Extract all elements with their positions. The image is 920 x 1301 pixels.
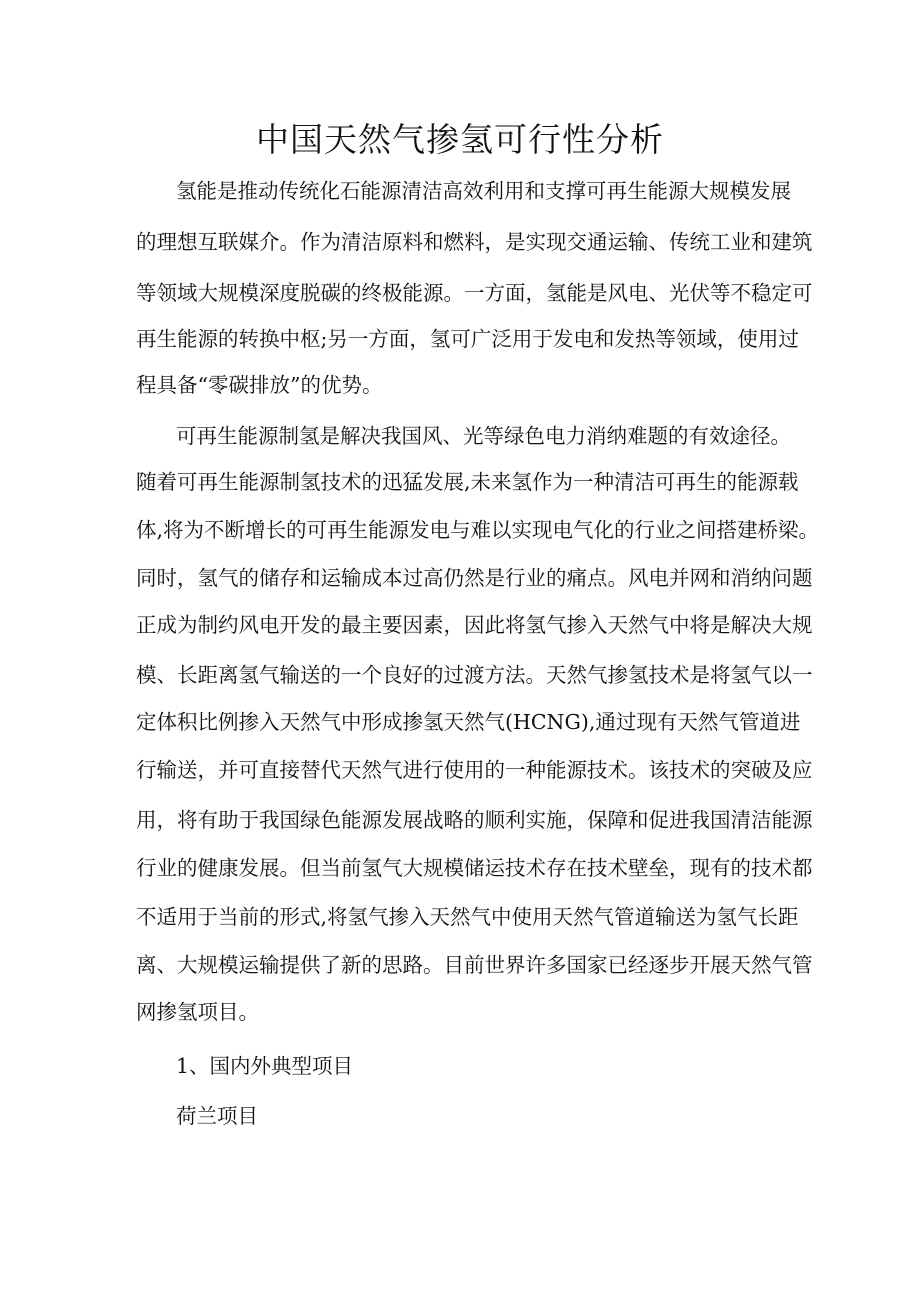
subsection-heading: 荷兰项目 [176,1104,258,1128]
paragraph-line: 程具备“零碳排放”的优势。 [136,373,383,397]
paragraph-line: 等领域大规模深度脱碳的终极能源。一方面，氢能是风电、光伏等不稳定可 [136,281,813,305]
paragraph-line: 用，将有助于我国绿色能源发展战略的顺利实施，保障和促进我国清洁能源 [136,808,813,832]
paragraph-line: 模、长距离氢气输送的一个良好的过渡方法。天然气掺氢技术是将氢气以一 [136,663,813,687]
paragraph-line: 行业的健康发展。但当前氢气大规模储运技术存在技术壁垒，现有的技术都 [136,856,813,880]
paragraph-line: 体,将为不断增长的可再生能源发电与难以实现电气化的行业之间搭建桥梁。 [136,518,820,542]
paragraph-line: 随着可再生能源制氢技术的迅猛发展,未来氢作为一种清洁可再生的能源载 [136,470,799,494]
paragraph-line: 的理想互联媒介。作为清洁原料和燃料，是实现交通运输、传统工业和建筑 [136,230,813,254]
paragraph-line: 再生能源的转换中枢;另一方面，氢可广泛用于发电和发热等领域，使用过 [136,327,799,351]
paragraph-line: 正成为制约风电开发的最主要因素，因此将氢气掺入天然气中将是解决大规 [136,613,813,637]
document-title: 中国天然气掺氢可行性分析 [256,120,664,159]
section-heading: 1、国内外典型项目 [176,1054,354,1078]
paragraph-line: 网掺氢项目。 [136,1000,259,1024]
paragraph-line: 行输送，并可直接替代天然气进行使用的一种能源技术。该技术的突破及应 [136,758,813,782]
paragraph-line: 氢能是推动传统化石能源清洁高效利用和支撑可再生能源大规模发展 [176,179,791,203]
paragraph-line: 不适用于当前的形式,将氢气掺入天然气中使用天然气管道输送为氢气长距 [136,905,799,929]
paragraph-line: 离、大规模运输提供了新的思路。目前世界许多国家已经逐步开展天然气管 [136,953,813,977]
paragraph-line: 可再生能源制氢是解决我国风、光等绿色电力消纳难题的有效途径。 [176,424,791,448]
paragraph-line: 定体积比例掺入天然气中形成掺氢天然气(HCNG),通过现有天然气管道进 [136,710,801,734]
paragraph-line: 同时，氢气的储存和运输成本过高仍然是行业的痛点。风电并网和消纳问题 [136,566,813,590]
